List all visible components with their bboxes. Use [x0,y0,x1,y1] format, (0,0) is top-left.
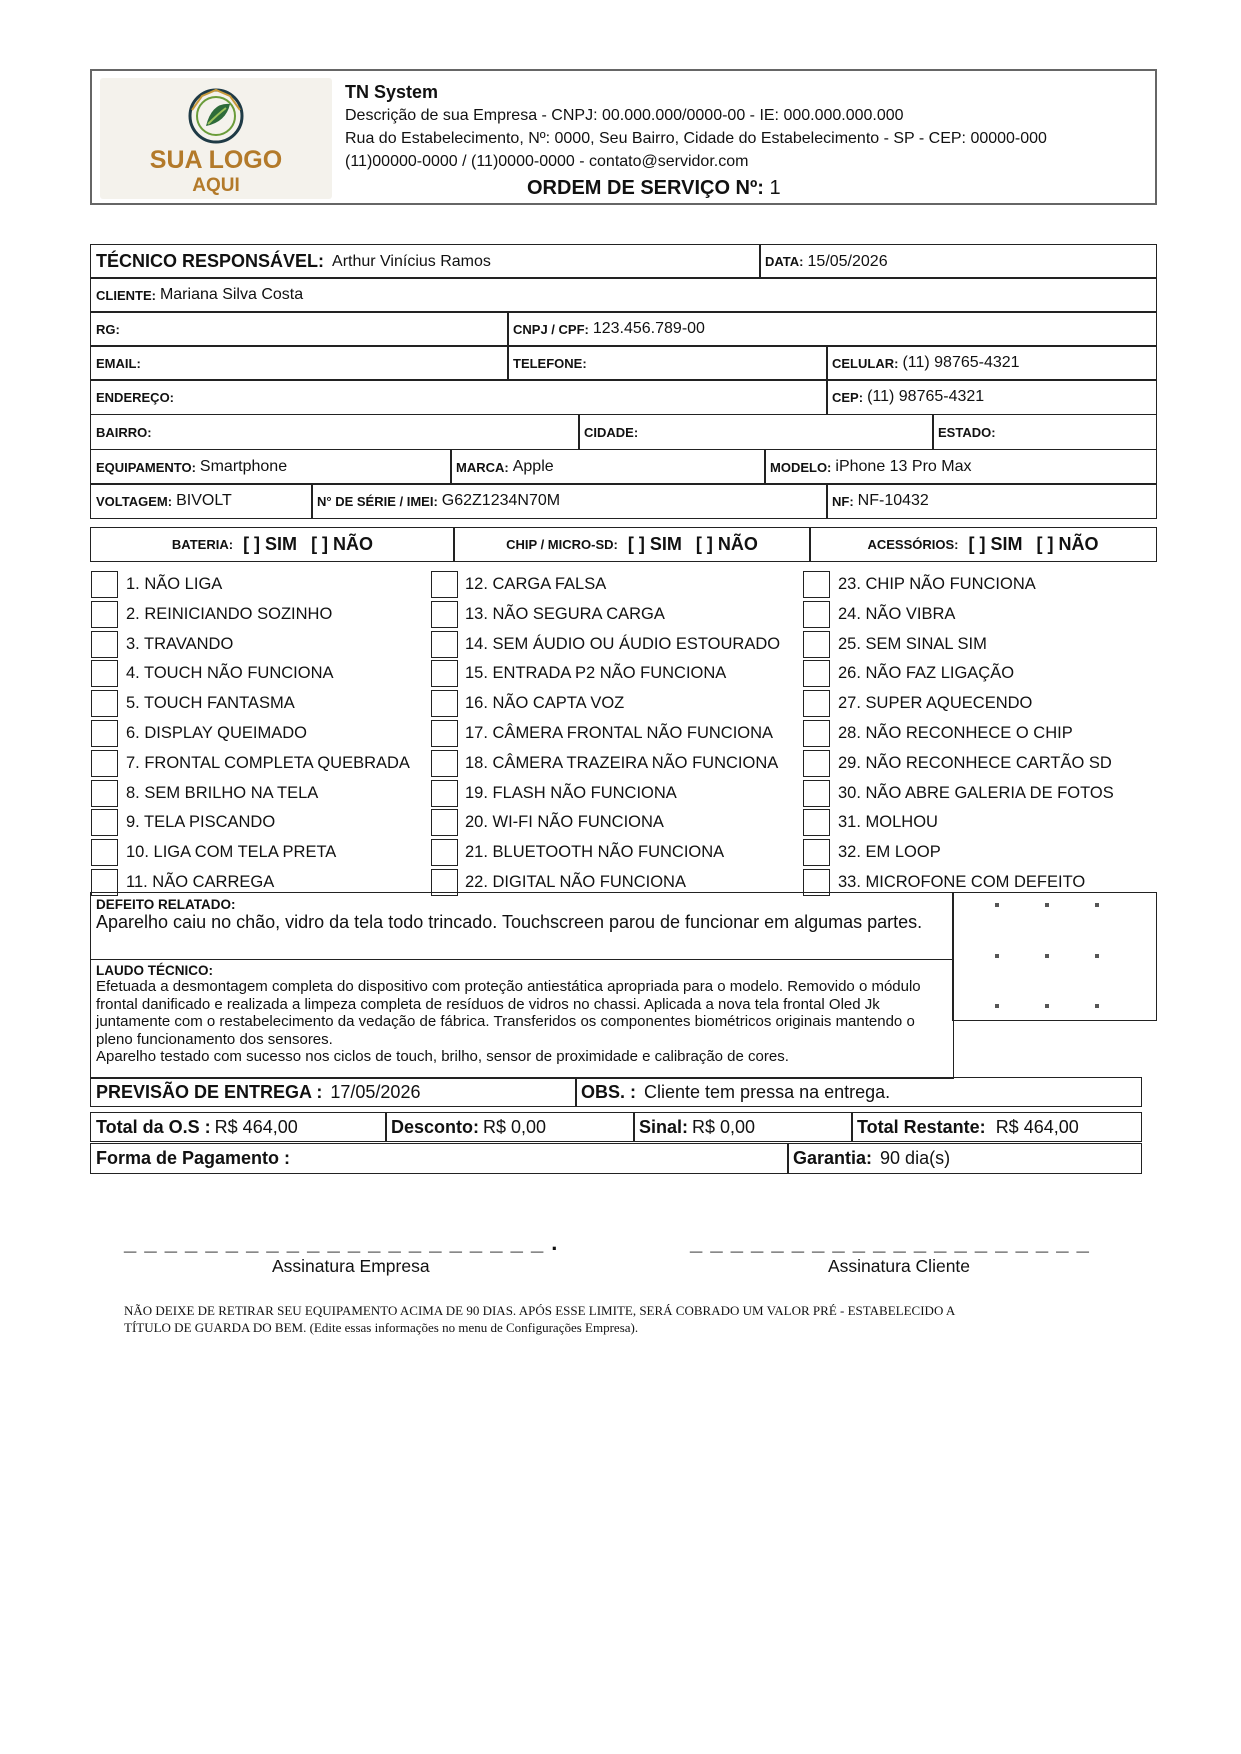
cnpj-value: 123.456.789-00 [592,320,705,337]
chip-nao[interactable]: [ ] NÃO [695,534,758,554]
obs-label: OBS. : [581,1081,637,1102]
endereco-label: ENDEREÇO: [96,389,175,405]
cep-label: CEP: [832,389,864,405]
marca-value: Apple [512,458,554,475]
serie-label: N° DE SÉRIE / IMEI: [317,493,438,509]
problem-item-label: 28. NÃO RECONHECE O CHIP [838,724,1073,742]
marca-label: MARCA: [456,459,509,475]
problem-item-label: 25. SEM SINAL SIM [838,634,987,653]
logo-text-1: SUA LOGO [149,146,283,174]
tecnico-value: Arthur Vinícius Ramos [332,252,491,270]
problem-item-label: 11. NÃO CARREGA [126,873,275,891]
email-field [90,345,509,381]
estado-label: ESTADO: [938,424,996,440]
sinal-field [633,1112,853,1142]
problem-checkbox[interactable] [803,720,830,747]
bateria-nao[interactable]: [ ] NÃO [311,534,374,554]
pattern-dot [1045,903,1049,907]
company-name: TN System [345,82,439,102]
telefone-label: TELEFONE: [513,355,587,371]
problem-item-label: 10. LIGA COM TELA PRETA [126,843,337,862]
problem-checkbox[interactable] [91,571,118,598]
cidade-label: CIDADE: [584,424,639,440]
pattern-dot [1045,1004,1049,1008]
problem-checkbox[interactable] [91,809,118,836]
voltagem-value: BIVOLT [176,492,232,509]
nf-field [826,483,1157,519]
problem-item-label: 30. NÃO ABRE GALERIA DE FOTOS [838,783,1114,802]
previsao-value: 17/05/2026 [330,1081,421,1102]
pagamento-label: Forma de Pagamento : [96,1148,291,1168]
equipamento-value: Smartphone [199,458,288,475]
footer-line-2: TÍTULO DE GUARDA DO BEM. (Edite essas informações no menu de Configurações Empresa). [124,1320,639,1335]
problem-checkbox[interactable] [803,809,830,836]
chip-sim[interactable]: [ ] SIM [627,534,682,554]
laudo-text-2: Aparelho testado com sucesso nos ciclos de touch, brilho, sensor de proximidade e calibração de cores. [96,1048,789,1065]
modelo-value: iPhone 13 Pro Max [835,458,972,475]
total-label: Total da O.S : [96,1116,211,1137]
pattern-dot [995,954,999,958]
problem-item-label: 1. NÃO LIGA [126,575,223,593]
problem-item-label: 3. TRAVANDO [126,634,234,653]
problem-item-label: 12. CARGA FALSA [465,575,607,593]
restante-value: R$ 464,00 [995,1116,1079,1137]
problem-item-label: 31. MOLHOU [838,813,938,832]
total-field [90,1112,387,1142]
rg-field [90,311,509,347]
problem-item-label: 19. FLASH NÃO FUNCIONA [465,783,677,802]
problem-item-label: 5. TOUCH FANTASMA [126,694,295,713]
problem-item-label: 20. WI-FI NÃO FUNCIONA [465,813,664,832]
cliente-field [90,277,1157,313]
pattern-dot [1095,1004,1099,1008]
problem-item-label: 16. NÃO CAPTA VOZ [465,694,625,713]
cep-value: (11) 98765-4321 [867,388,985,405]
celular-label: CELULAR: [832,355,899,371]
equipamento-label: EQUIPAMENTO: [96,459,196,475]
estado-field [932,414,1157,450]
problem-checkbox[interactable] [91,631,118,658]
bateria-sim[interactable]: [ ] SIM [243,534,298,554]
problem-checkbox[interactable] [91,601,118,628]
problem-checkbox[interactable] [91,839,118,866]
previsao-field [90,1077,577,1107]
data-field [759,244,1157,279]
data-value: 15/05/2026 [807,252,888,270]
desconto-field [385,1112,635,1142]
problem-checkbox[interactable] [803,750,830,777]
problem-checkbox[interactable] [431,660,458,687]
laudo-label: LAUDO TÉCNICO: [96,963,213,978]
pattern-dot [995,903,999,907]
problem-item-label: 4. TOUCH NÃO FUNCIONA [126,664,334,683]
problem-checkbox[interactable] [803,839,830,866]
celular-value: (11) 98765-4321 [902,354,1020,371]
celular-field [826,345,1157,381]
desconto-value: R$ 0,00 [483,1116,547,1137]
footer-notice [124,1302,1104,1336]
obs-value: Cliente tem pressa na entrega. [644,1081,891,1102]
marca-field [450,449,766,485]
chip-check[interactable] [453,527,811,562]
total-value: R$ 464,00 [214,1116,298,1137]
problem-checkbox[interactable] [431,720,458,747]
problem-item-label: 6. DISPLAY QUEIMADO [126,724,307,742]
modelo-label: MODELO: [770,459,832,475]
bateria-label: BATERIA: [171,537,234,552]
problem-checkbox[interactable] [803,660,830,687]
pattern-dot [1045,954,1049,958]
problem-checkbox[interactable] [431,571,458,598]
leaf-emblem-icon [100,78,332,199]
sinal-label: Sinal: [639,1116,689,1137]
data-label: DATA: [765,254,804,269]
voltagem-label: VOLTAGEM: [96,493,173,509]
problem-item-label: 22. DIGITAL NÃO FUNCIONA [465,873,686,891]
acessorios-sim[interactable]: [ ] SIM [968,534,1023,554]
company-address: Rua do Estabelecimento, Nº: 0000, Seu Bairro, Cidade do Estabelecimento - SP - CEP: 00000-000 [345,130,1047,147]
problem-checkbox[interactable] [431,839,458,866]
defeito-text: Aparelho caiu no chão, vidro da tela todo trincado. Touchscreen parou de funcionar em algumas partes. [96,912,923,932]
problem-checkbox[interactable] [91,780,118,807]
tecnico-field [90,244,761,279]
restante-field [851,1112,1142,1142]
problem-item-label: 24. NÃO VIBRA [838,604,956,623]
acessorios-check[interactable] [809,527,1157,562]
telefone-field [507,345,828,381]
signature-empresa-label: Assinatura Empresa [272,1256,430,1276]
laudo-section [96,963,946,1066]
pagamento-field [90,1143,789,1174]
problem-item-label: 27. SUPER AQUECENDO [838,694,1033,713]
defeito-section [96,897,946,933]
previsao-label: PREVISÃO DE ENTREGA : [96,1081,323,1102]
pattern-dot [995,1004,999,1008]
voltagem-field [90,483,313,519]
problem-checkbox[interactable] [431,780,458,807]
defeito-label: DEFEITO RELATADO: [96,897,236,912]
problem-item-label: 18. CÂMERA TRAZEIRA NÃO FUNCIONA [465,753,779,772]
logo-text-2: AQUI [192,175,240,196]
problem-checkbox[interactable] [91,660,118,687]
cnpj-field [507,311,1157,347]
bairro-field [90,414,580,450]
problem-item-label: 33. MICROFONE COM DEFEITO [838,873,1086,891]
problem-item-label: 14. SEM ÁUDIO OU ÁUDIO ESTOURADO [465,634,781,653]
report-box [90,892,954,1079]
acessorios-label: ACESSÓRIOS: [867,537,959,552]
problem-checkbox[interactable] [803,690,830,717]
cnpj-label: CNPJ / CPF: [513,321,589,337]
acessorios-nao[interactable]: [ ] NÃO [1036,534,1099,554]
divider [91,959,953,960]
cidade-field [578,414,934,450]
pattern-dot [1095,903,1099,907]
problem-item-label: 32. EM LOOP [838,843,941,862]
company-info [345,81,1047,173]
serie-value: G62Z1234N70M [441,492,561,509]
order-title-label: ORDEM DE SERVIÇO Nº: [527,177,764,199]
problem-checkbox[interactable] [431,631,458,658]
modelo-field [764,449,1157,485]
problem-item-label: 7. FRONTAL COMPLETA QUEBRADA [126,753,410,772]
company-contact: (11)00000-0000 / (11)0000-0000 - contato@servidor.com [345,153,749,170]
problem-item-label: 21. BLUETOOTH NÃO FUNCIONA [465,843,725,862]
bairro-label: BAIRRO: [96,424,152,440]
problem-checkbox[interactable] [431,690,458,717]
laudo-text: Efetuada a desmontagem completa do dispositivo com proteção antiestática apropriada para o modelo. Removido o módulo frontal danificado e realizada a limpeza completa de resíduos de vidros no chassi. Aplicada a nova tela frontal Oled Jk juntamente com o restabelecimento da vedação de fábrica. Transferidos os componentes biométricos originais mantendo o pleno funcionamento dos sensores. [96,978,921,1048]
problem-item-label: 26. NÃO FAZ LIGAÇÃO [838,664,1015,683]
footer-line-1: NÃO DEIXE DE RETIRAR SEU EQUIPAMENTO ACIMA DE 90 DIAS. APÓS ESSE LIMITE, SERÁ COBRADO UM VALOR PRÉ - ESTABELECIDO A [124,1303,956,1318]
order-title [527,177,781,200]
problem-checkbox[interactable] [803,601,830,628]
problem-item-label: 29. NÃO RECONHECE CARTÃO SD [838,753,1112,772]
obs-field [575,1077,1142,1107]
company-description: Descrição de sua Empresa - CNPJ: 00.000.000/0000-00 - IE: 000.000.000.000 [345,107,904,124]
problem-item-label: 13. NÃO SEGURA CARGA [465,604,665,623]
nf-value: NF-10432 [857,492,929,509]
problem-checkbox[interactable] [803,571,830,598]
garantia-value: 90 dia(s) [880,1148,951,1168]
tecnico-label: TÉCNICO RESPONSÁVEL: [96,251,325,271]
email-label: EMAIL: [96,355,141,371]
cep-field [826,379,1157,415]
problem-item-label: 2. REINICIANDO SOZINHO [126,604,333,623]
desconto-label: Desconto: [391,1116,480,1137]
signature-cliente-label: Assinatura Cliente [828,1256,971,1276]
garantia-label: Garantia: [793,1148,873,1168]
problem-item-label: 9. TELA PISCANDO [126,813,276,832]
problem-item-label: 8. SEM BRILHO NA TELA [126,783,319,802]
pattern-lock-grid[interactable] [952,892,1157,1021]
company-logo [100,78,332,199]
problem-checkbox[interactable] [431,750,458,777]
pattern-dot [1095,954,1099,958]
problem-checkbox[interactable] [803,780,830,807]
garantia-field [787,1143,1142,1174]
problem-checkbox[interactable] [431,809,458,836]
signature-line-cliente: _ _ _ _ _ _ _ _ _ _ _ _ _ _ _ _ _ _ _ _ [690,1230,1090,1255]
problem-checkbox[interactable] [91,690,118,717]
cliente-label: CLIENTE: [96,287,156,303]
signature-line-empresa: _ _ _ _ _ _ _ _ _ _ _ _ _ _ _ _ _ _ _ _ _ . [124,1230,559,1255]
sinal-value: R$ 0,00 [692,1116,756,1137]
restante-label: Total Restante: [857,1116,986,1137]
endereco-field [90,379,828,415]
problem-checkbox[interactable] [803,631,830,658]
nf-label: NF: [832,493,854,509]
serie-field [311,483,828,519]
equipamento-field [90,449,452,485]
problem-item-label: 17. CÂMERA FRONTAL NÃO FUNCIONA [465,724,774,742]
order-number: 1 [769,177,781,199]
rg-label: RG: [96,321,120,337]
problem-item-label: 15. ENTRADA P2 NÃO FUNCIONA [465,664,727,683]
cliente-value: Mariana Silva Costa [159,286,304,303]
problem-checkbox[interactable] [91,750,118,777]
problem-checkbox[interactable] [91,720,118,747]
company-header [90,69,1157,205]
chip-label: CHIP / MICRO-SD: [506,537,618,552]
problem-checkbox[interactable] [431,601,458,628]
bateria-check[interactable] [90,527,455,562]
problem-item-label: 23. CHIP NÃO FUNCIONA [838,575,1036,593]
